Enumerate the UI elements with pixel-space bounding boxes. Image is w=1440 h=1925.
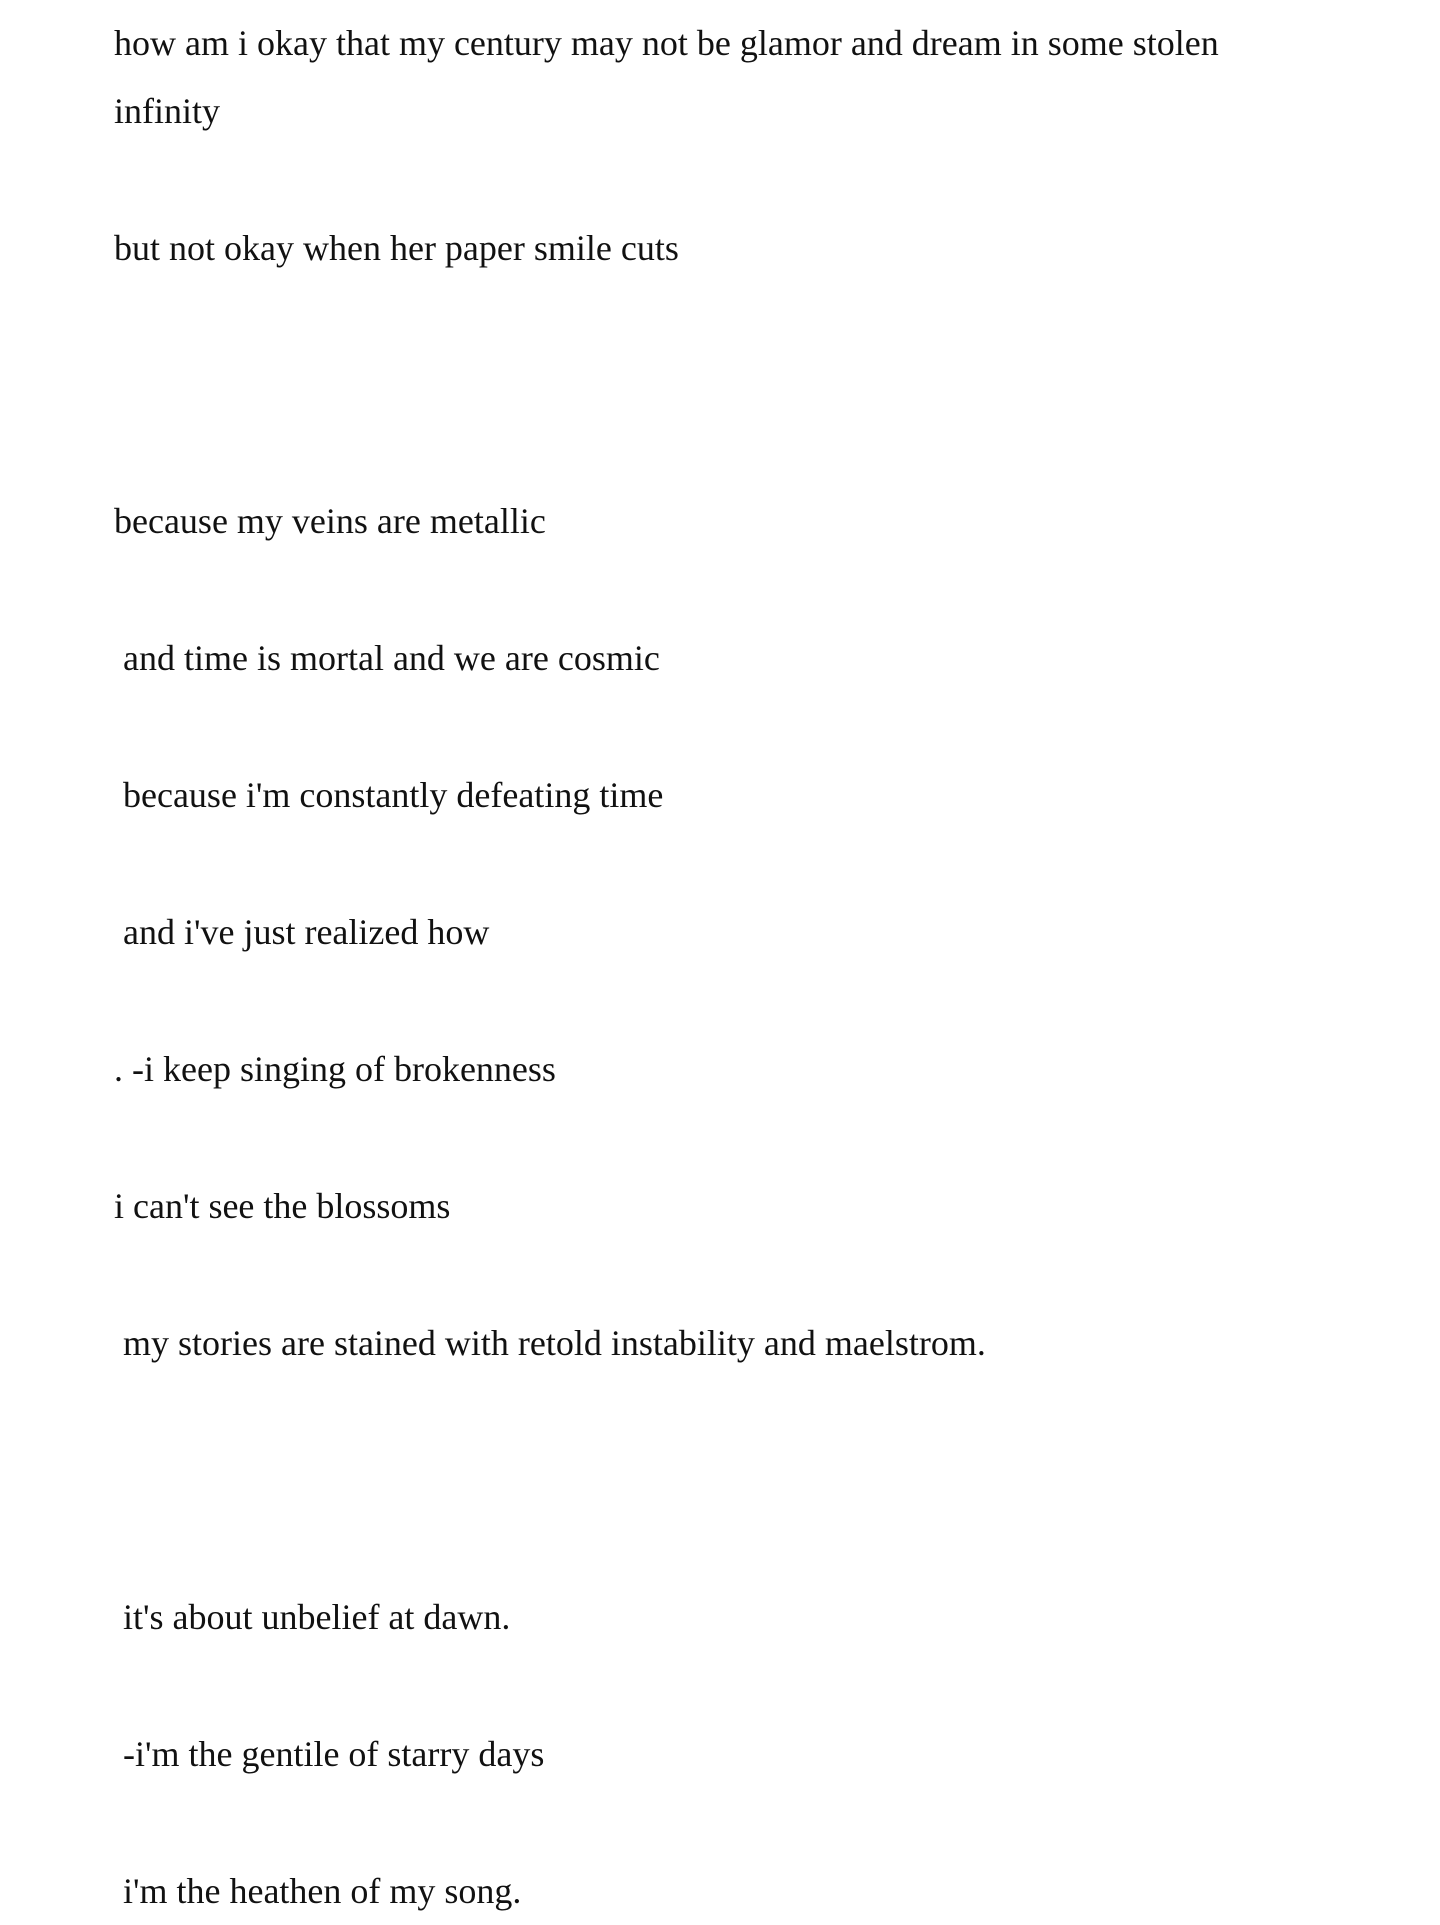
poem-line: infinity [114, 91, 220, 131]
poem-line: because i'm constantly defeating time [114, 775, 664, 815]
poem-line: i'm the heathen of my song. [114, 1871, 522, 1911]
poem-line: i can't see the blossoms [114, 1186, 451, 1226]
poem-line: how am i okay that my century may not be glamor and dream in some stolen [114, 23, 1219, 63]
poem-line: it's about unbelief at dawn. [114, 1597, 511, 1637]
poem-line: and i've just realized how [114, 912, 490, 952]
poem-line: my stories are stained with retold instability and maelstrom. [114, 1323, 986, 1363]
poem-line: because my veins are metallic [114, 501, 546, 541]
poem-line: and time is mortal and we are cosmic [114, 638, 660, 678]
poem-line: -i'm the gentile of starry days [114, 1734, 545, 1774]
poem-line: . -i keep singing of brokenness [114, 1049, 556, 1089]
poem-line: but not okay when her paper smile cuts [114, 228, 679, 268]
